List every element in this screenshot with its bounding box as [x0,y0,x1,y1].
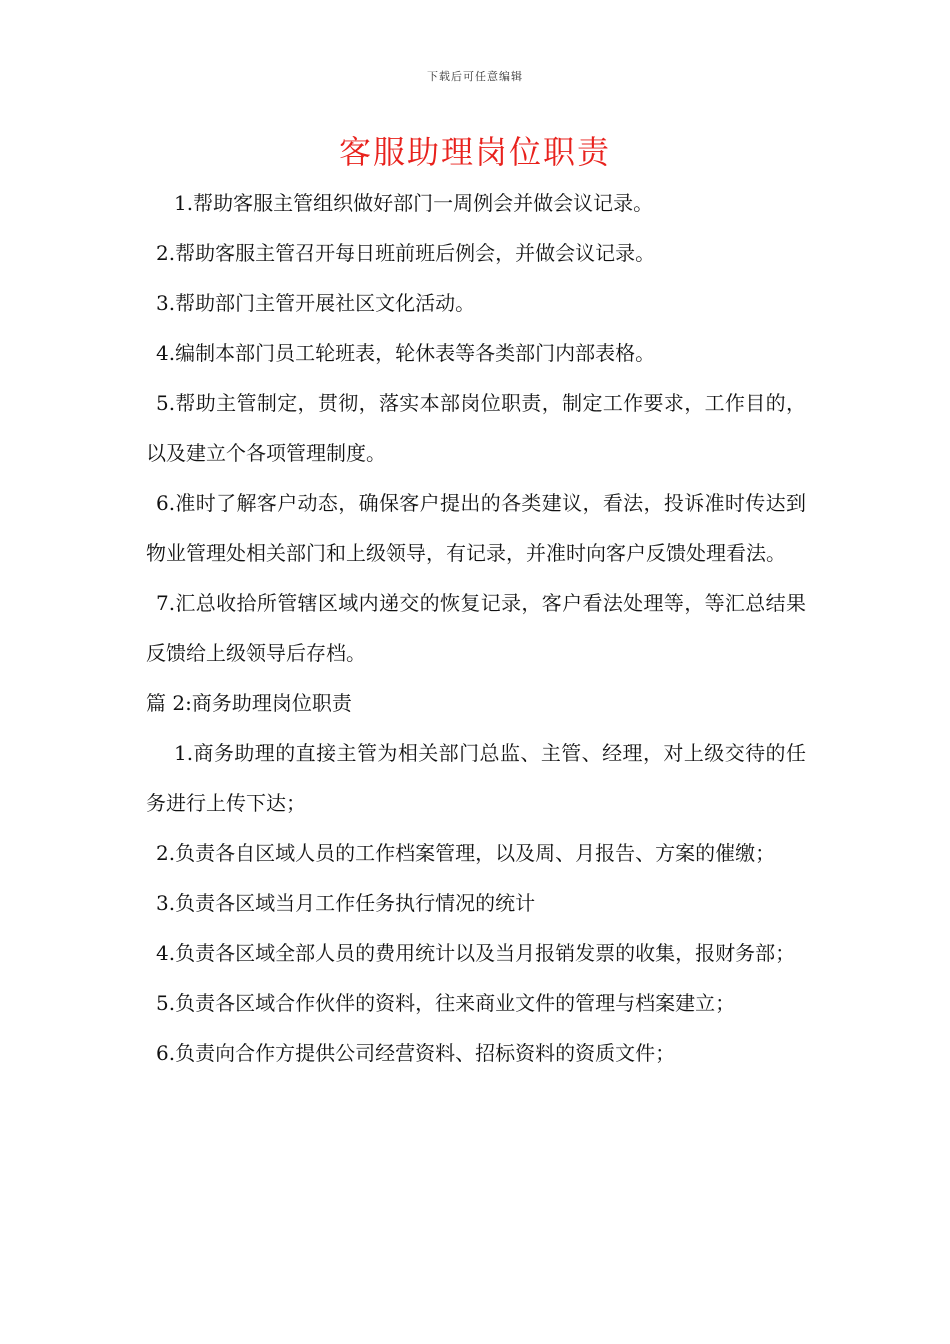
section2-paragraph-1: 1.商务助理的直接主管为相关部门总监、主管、经理，对上级交待的任务进行上传下达； [146,741,806,815]
header-note: 下载后可任意编辑 [427,70,523,83]
document-body [146,178,806,1078]
paragraph-6: 6.准时了解客户动态，确保客户提出的各类建议，看法，投诉准时传达到物业管理处相关部门和上级领导，有记录，并准时向客户反馈处理看法。 [146,491,806,565]
paragraph-1: 1.帮助客服主管组织做好部门一周例会并做会议记录。 [174,191,654,215]
document-title: 客服助理岗位职责 [338,133,611,171]
section2-paragraph-4: 4.负责各区域全部人员的费用统计以及当月报销发票的收集，报财务部； [156,941,796,965]
section2-paragraph-3: 3.负责各区域当月工作任务执行情况的统计 [156,891,536,915]
section2-paragraph-6: 6.负责向合作方提供公司经营资料、招标资料的资质文件； [156,1041,676,1065]
paragraph-4: 4.编制本部门员工轮班表，轮休表等各类部门内部表格。 [156,341,656,365]
section2-paragraph-5: 5.负责各区域合作伙伴的资料，往来商业文件的管理与档案建立； [156,991,736,1015]
paragraph-3: 3.帮助部门主管开展社区文化活动。 [156,291,476,315]
paragraph-5: 5.帮助主管制定，贯彻，落实本部岗位职责，制定工作要求，工作目的，以及建立个各项管理制度。 [146,391,806,465]
section-heading: 篇 2:商务助理岗位职责 [146,691,352,715]
section2-paragraph-2: 2.负责各自区域人员的工作档案管理，以及周、月报告、方案的催缴； [156,841,776,865]
paragraph-7: 7.汇总收拾所管辖区域内递交的恢复记录，客户看法处理等，等汇总结果反馈给上级领导后存档。 [146,591,806,665]
paragraph-2: 2.帮助客服主管召开每日班前班后例会，并做会议记录。 [156,241,656,265]
